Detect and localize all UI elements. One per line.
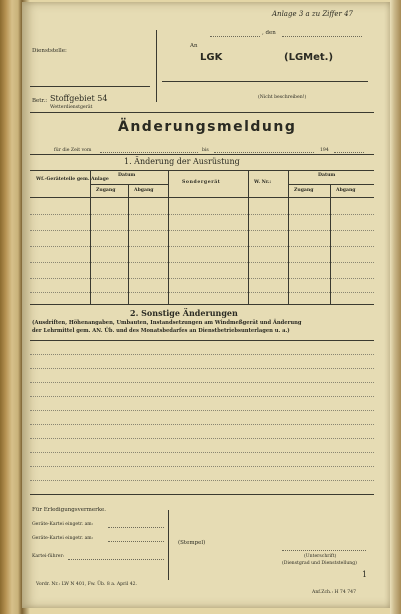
col-header-abgang-right: Abgang (336, 188, 356, 193)
header-bottom-rule (30, 112, 374, 113)
period-to-line (214, 152, 314, 153)
section2-title: 2. Sonstige Änderungen (130, 308, 238, 318)
page-number: 1 (362, 570, 368, 579)
col-divider-2 (128, 184, 129, 304)
form-title: Änderungsmeldung (118, 119, 297, 135)
signature-line (282, 550, 366, 551)
section1-title: 1. Änderung der Ausrüstung (124, 157, 240, 166)
section2-subtitle-2: der Lehrmittel gem. AN. Üb. und des Monatsbedarfes an Dienstbetriebsunterlagen u. a.) (32, 328, 290, 334)
place-line (210, 36, 260, 37)
col-header-zugang-right: Zugang (294, 188, 314, 193)
section2-title-rule (30, 340, 374, 341)
kartei-eingetr-2: Geräte-Kartei eingetr. am: (32, 536, 94, 541)
writing-line (30, 424, 374, 425)
dienstgrad-label: (Dienstgrad und Dienststellung) (282, 561, 357, 566)
lgk-label: LGK (200, 52, 223, 63)
period-from-line (100, 152, 198, 153)
betr-label: Betr.: (32, 98, 48, 104)
period-year-line (334, 152, 364, 153)
col-header-datum-left: Datum (118, 173, 136, 178)
nicht-beschreiben-note: (Nicht beschreiben!) (258, 95, 307, 100)
karteifuehrer-line (68, 559, 164, 560)
writing-line (30, 368, 374, 369)
section1-title-rule (30, 170, 374, 171)
table-row (30, 230, 374, 231)
col-divider-6 (330, 184, 331, 304)
kartei-eingetr-1: Geräte-Kartei eingetr. am: (32, 522, 94, 527)
period-from-label: für die Zeit vom (54, 148, 92, 153)
date-line (282, 36, 362, 37)
writing-line (30, 410, 374, 411)
anf-zeichen: Anf.Zch.: H 74 747 (312, 590, 357, 595)
stempel-label: (Stempel) (178, 540, 206, 546)
kartei-date-line-2 (108, 541, 164, 542)
writing-line (30, 466, 374, 467)
table-row (30, 292, 374, 293)
form-number: Vordr. Nr.: LW N 401, Fw. Üb. 8 a. April 42. (36, 582, 138, 587)
den-label: , den (262, 30, 276, 36)
erledigungsvermerke-label: Für Erledigungsvermerke. (32, 507, 107, 513)
page-edges (390, 0, 401, 614)
writing-line (30, 354, 374, 355)
col-header-abgang-left: Abgang (134, 188, 154, 193)
footer-divider (168, 510, 169, 580)
recipient-line (162, 81, 368, 82)
title-bottom-rule (30, 154, 374, 155)
an-label: An (190, 43, 198, 49)
col-divider-3 (168, 170, 169, 304)
col-header-geraeteteile: Wf.-Geräteteile gem. Anlage (36, 177, 109, 182)
col-divider-1 (90, 170, 91, 304)
table-header-rule (30, 197, 374, 198)
kartei-date-line-1 (108, 527, 164, 528)
table-row (30, 214, 374, 215)
lgmet-label: (LGMet.) (284, 52, 334, 63)
col-divider-4 (248, 170, 249, 304)
col-header-datum-right: Datum (318, 173, 336, 178)
table-bottom-rule (30, 304, 374, 305)
anlage-reference: Anlage 3 a zu Ziffer 47 (272, 10, 354, 18)
table-row (30, 262, 374, 263)
col-divider-5 (288, 170, 289, 304)
writing-line (30, 438, 374, 439)
writing-line (30, 480, 374, 481)
period-year: 194 (320, 148, 329, 153)
header-divider (156, 30, 157, 102)
stoffgebiet-label: Stoffgebiet 54 (50, 94, 108, 103)
form-page (22, 2, 390, 608)
col-header-sondergeraet: Sondergerät (182, 180, 221, 185)
unterschrift-label: (Unterschrift) (304, 554, 337, 559)
wetterdienstgeraet-label: Wetterdienstgerät (50, 105, 93, 110)
writing-line (30, 396, 374, 397)
table-row (30, 278, 374, 279)
datum-right-rule (289, 184, 374, 185)
writing-line (30, 382, 374, 383)
datum-left-rule (91, 184, 168, 185)
sender-line (30, 86, 150, 87)
karteifuehrer-label: Kartei-führer: (32, 554, 65, 559)
section2-bottom-rule (30, 494, 374, 495)
col-header-zugang-left: Zugang (96, 188, 116, 193)
section2-subtitle-1: (Ausdriften, Höhenangaben, Umbauten, Instandsetzungen am Windmeßgerät und Änderung (32, 320, 302, 326)
writing-line (30, 452, 374, 453)
table-row (30, 246, 374, 247)
col-header-wnr: W. Nr.: (254, 180, 272, 185)
period-to-label: bis (202, 148, 209, 153)
dienststelle-label: Dienststelle: (32, 48, 67, 54)
